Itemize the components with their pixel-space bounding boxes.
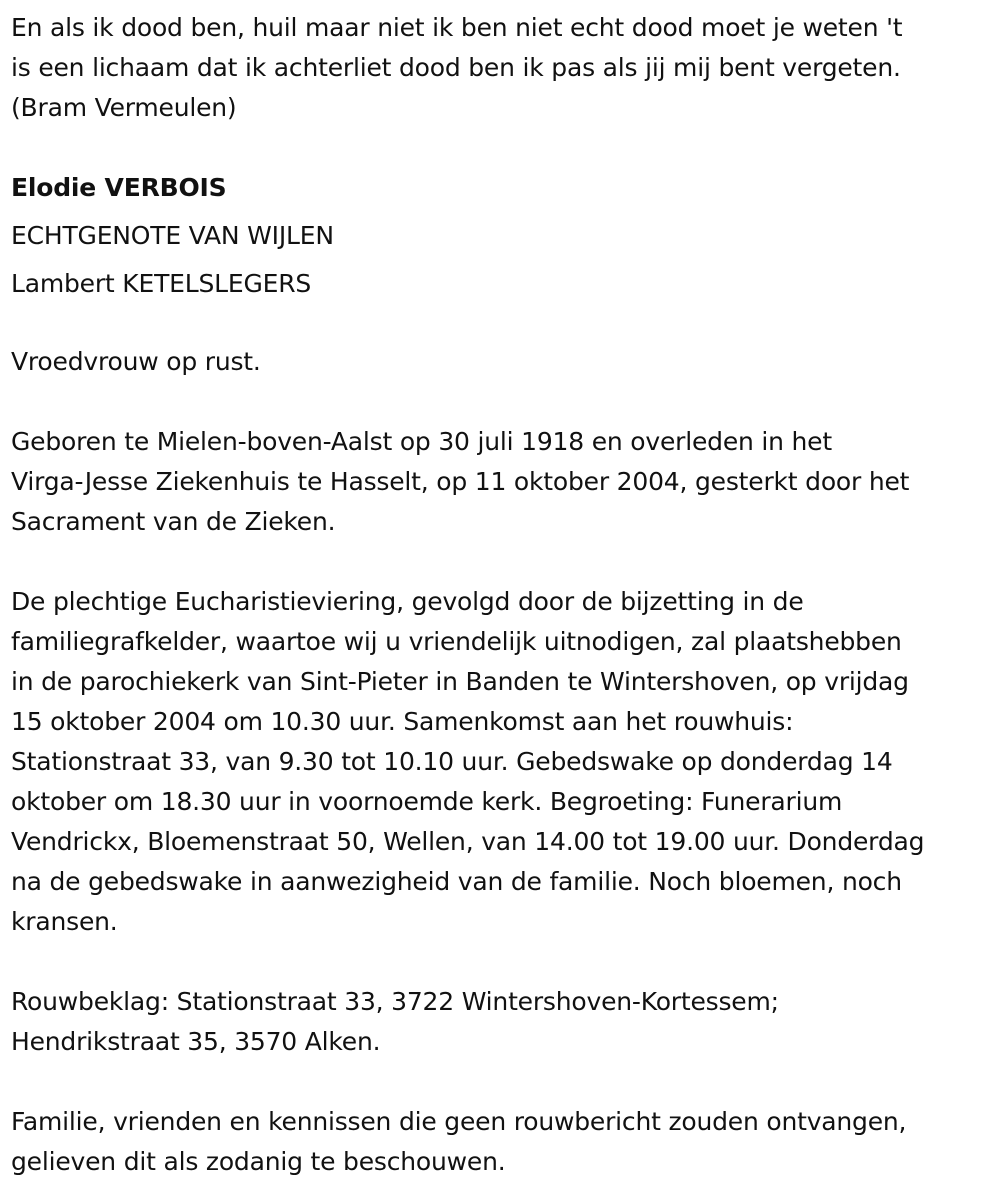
text-line: in de parochiekerk van Sint-Pieter in Banden te Wintershoven, op vrijdag (11, 667, 909, 696)
spacer (11, 542, 996, 582)
name-block (11, 164, 996, 308)
spouse-name: Lambert KETELSLEGERS (11, 269, 312, 298)
text-line: Virga-Jesse Ziekenhuis te Hasselt, op 11 oktober 2004, gesterkt door het (11, 467, 910, 496)
spacer (11, 128, 996, 166)
text-line: 15 oktober 2004 om 10.30 uur. Samenkomst aan het rouwhuis: (11, 707, 794, 736)
text-line: Rouwbeklag: Stationstraat 33, 3722 Wintershoven-Kortessem; (11, 987, 779, 1016)
closing-paragraph (11, 1102, 996, 1182)
spacer (11, 308, 996, 342)
ceremony-paragraph (11, 582, 996, 942)
occupation-line: Vroedvrouw op rust. (11, 347, 261, 376)
text-line: kransen. (11, 907, 118, 936)
text-line: Sacrament van de Zieken. (11, 507, 336, 536)
spacer (11, 382, 996, 422)
text-line: Geboren te Mielen-boven-Aalst op 30 juli 1918 en overleden in het (11, 427, 832, 456)
spacer (11, 1062, 996, 1102)
text-line: Familie, vrienden en kennissen die geen rouwbericht zouden ontvangen, (11, 1107, 907, 1136)
text-line: oktober om 18.30 uur in voornoemde kerk. Begroeting: Funerarium (11, 787, 843, 816)
poem-line: En als ik dood ben, huil maar niet ik ben niet echt dood moet je weten 't (11, 13, 903, 42)
deceased-relation: ECHTGENOTE VAN WIJLEN (11, 221, 334, 250)
text-line: Hendrikstraat 35, 3570 Alken. (11, 1027, 381, 1056)
text-line: na de gebedswake in aanwezigheid van de familie. Noch bloemen, noch (11, 867, 902, 896)
text-line: De plechtige Eucharistieviering, gevolgd door de bijzetting in de (11, 587, 804, 616)
birth-death-paragraph (11, 422, 996, 542)
text-line: familiegrafkelder, waartoe wij u vriendelijk uitnodigen, zal plaatshebben (11, 627, 902, 656)
deceased-name: Elodie VERBOIS (11, 173, 227, 202)
obituary-notice (11, 8, 996, 1182)
poem-line: is een lichaam dat ik achterliet dood ben ik pas als jij mij bent vergeten. (11, 53, 901, 82)
text-line: gelieven dit als zodanig te beschouwen. (11, 1147, 506, 1176)
poem-attribution: (Bram Vermeulen) (11, 93, 237, 122)
text-line: Stationstraat 33, van 9.30 tot 10.10 uur. Gebedswake op donderdag 14 (11, 747, 893, 776)
spacer (11, 942, 996, 982)
condolence-paragraph (11, 982, 996, 1062)
poem-block (11, 8, 996, 128)
text-line: Vendrickx, Bloemenstraat 50, Wellen, van 14.00 tot 19.00 uur. Donderdag (11, 827, 925, 856)
